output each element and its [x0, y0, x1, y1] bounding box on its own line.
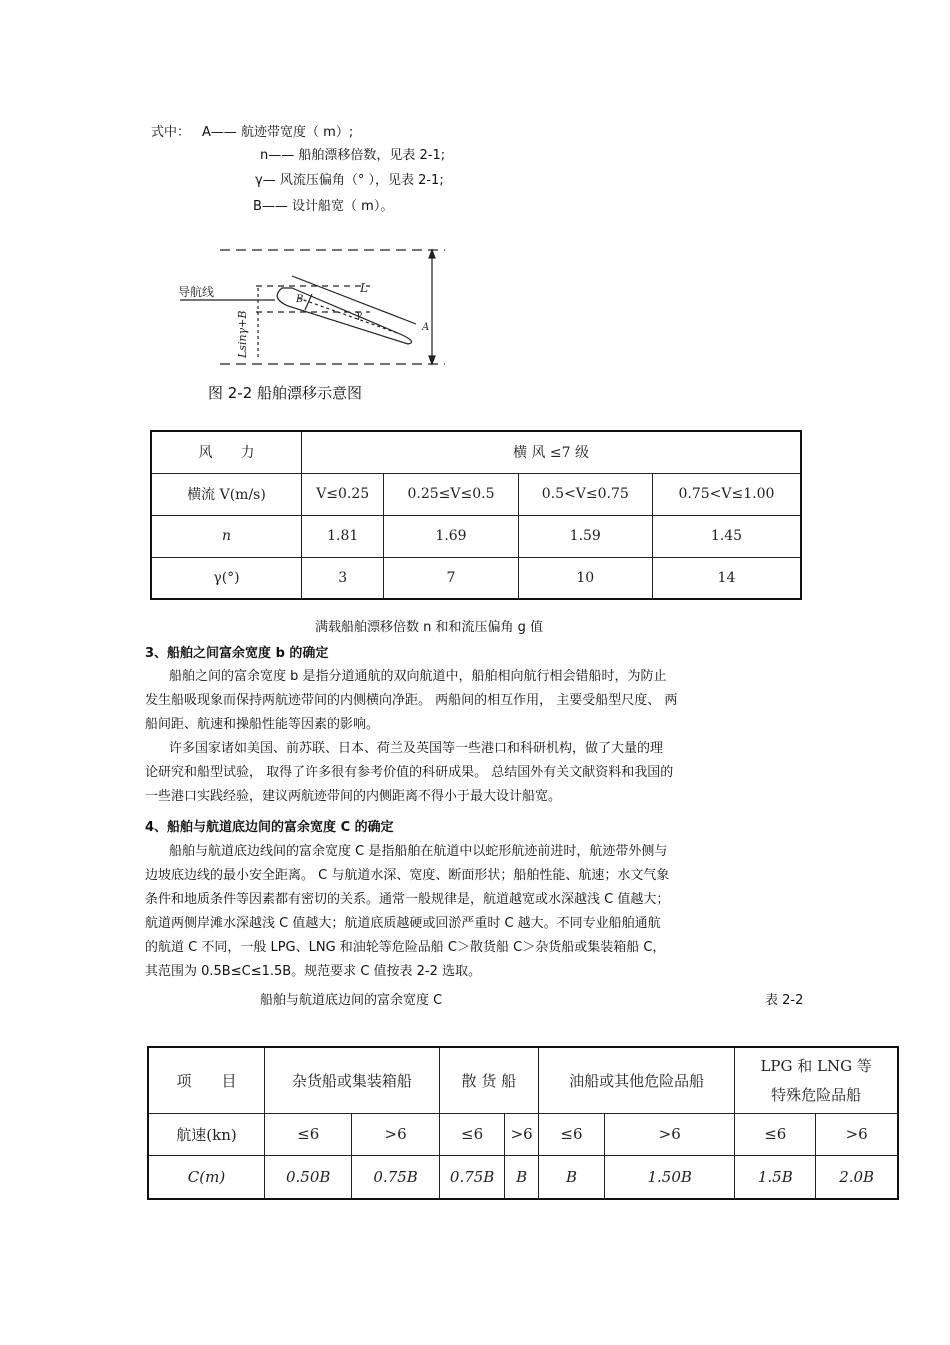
table-cell: 1.50B [605, 1155, 735, 1199]
table-cell: 0.75B [439, 1155, 505, 1199]
section4-heading: 4、船舶与航道底边间的富余宽度 C 的确定 [145, 820, 394, 835]
section3-line: 许多国家诸如美国、前苏联、日本、荷兰及英国等一些港口和科研机构，做了大量的理 [169, 741, 664, 756]
figure-caption: 图 2-2 船舶漂移示意图 [208, 384, 363, 402]
table-row [148, 1113, 898, 1155]
table-cell: >6 [605, 1113, 735, 1155]
table-cell: 3 [302, 557, 384, 599]
table-row [148, 1155, 898, 1199]
clearance-table [147, 1046, 899, 1200]
table-cell: ≤6 [265, 1113, 352, 1155]
table-cell: 1.59 [518, 515, 652, 557]
formula-line-a: A—— 航迹带宽度（ m）; [202, 125, 354, 140]
table-cell: ≤6 [538, 1113, 604, 1155]
drift-angle-label: γ [356, 310, 362, 321]
track-width-label: A [422, 322, 430, 333]
table-cell: C(m) [148, 1155, 265, 1199]
table-cell: 7 [384, 557, 518, 599]
table-cell: 2.0B [816, 1155, 898, 1199]
section4-body [145, 840, 669, 984]
table-cell: 1.69 [384, 515, 518, 557]
table-cell: ≤6 [439, 1113, 505, 1155]
section3-body [145, 665, 677, 809]
table-cell: V≤0.25 [302, 473, 384, 515]
formula-line-b: B—— 设计船宽（ m）。 [253, 199, 394, 214]
table1-caption: 满载船舶漂移倍数 n 和和流压偏角 g 值 [315, 620, 544, 635]
table-cell [735, 1047, 898, 1113]
beam-label: B [296, 294, 304, 305]
section3-line: 发生船吸现象而保持两航迹带间的内侧横向净距。 两船间的相互作用， 主要受船型尺度、 两 [145, 693, 678, 708]
table-cell: 项 目 [148, 1047, 265, 1113]
table-cell: >6 [352, 1113, 439, 1155]
table-cell: 1.45 [652, 515, 801, 557]
section3-heading: 3、船舶之间富余宽度 b 的确定 [145, 646, 329, 661]
section3-line: 船舶之间的富余宽度 b 是指分道通航的双向航道中，船舶相向航行相会错船时，为防止 [169, 669, 667, 684]
formula-line-gamma: γ— 风流压偏角（° ），见表 2-1; [255, 173, 444, 188]
table-cell-line: 特殊危险品船 [771, 1086, 862, 1105]
table-cell: 0.75B [352, 1155, 439, 1199]
ship-drift-figure [170, 240, 460, 380]
table-cell: 1.5B [735, 1155, 816, 1199]
table-cell: >6 [505, 1113, 538, 1155]
table-cell: 散 货 船 [439, 1047, 538, 1113]
table2-number: 表 2-2 [765, 993, 804, 1008]
formula-line-n: n—— 船舶漂移倍数，见表 2-1; [260, 148, 446, 163]
section3-line: 一些港口实践经验，建议两航迹带间的内侧距离不得小于最大设计船宽。 [145, 789, 562, 804]
table-cell: 1.81 [302, 515, 384, 557]
table-row [151, 431, 801, 473]
table-row [151, 473, 801, 515]
table-cell: 0.50B [265, 1155, 352, 1199]
section4-line: 的航道 C 不同，一般 LPG、LNG 和油轮等危险品船 C＞散货船 C＞杂货船或集装箱船 C， [145, 940, 666, 955]
section4-line: 边坡底边线的最小安全距离。 C 与航道水深、宽度、断面形状；船舶性能、航速；水文气象 [145, 868, 670, 883]
table-cell: 0.75<V≤1.00 [652, 473, 801, 515]
vertical-dimension-label: Lsinγ+B [236, 310, 249, 358]
formula-intro: 式中： [151, 125, 191, 140]
guide-line-label: 导航线 [178, 285, 215, 299]
table-cell: 风 力 [151, 431, 302, 473]
table-cell: 0.25≤V≤0.5 [384, 473, 518, 515]
table-cell: 10 [518, 557, 652, 599]
table-cell: 横流 V(m/s) [151, 473, 302, 515]
table-cell: 油船或其他危险品船 [538, 1047, 734, 1113]
table-row [148, 1047, 898, 1113]
length-label: L [360, 281, 368, 295]
table-row [151, 515, 801, 557]
table-row [151, 557, 801, 599]
table-cell: 航速(kn) [148, 1113, 265, 1155]
section3-line: 船间距、航速和操船性能等因素的影响。 [145, 717, 380, 732]
ship-length-line [292, 276, 416, 324]
table-cell: >6 [816, 1113, 898, 1155]
table-cell: B [538, 1155, 604, 1199]
table-cell: B [505, 1155, 538, 1199]
section4-line: 船舶与航道底边线间的富余宽度 C 是指船舶在航道中以蛇形航迹前进时，航迹带外侧与 [169, 844, 668, 859]
table-cell: 14 [652, 557, 801, 599]
section3-line: 论研究和船型试验， 取得了许多很有参考价值的科研成果。 总结国外有关文献资料和我国的 [145, 765, 674, 780]
table-cell: ≤6 [735, 1113, 816, 1155]
table-cell: 0.5<V≤0.75 [518, 473, 652, 515]
table2-title: 船舶与航道底边间的富余宽度 C [260, 993, 443, 1008]
table-cell: n [151, 515, 302, 557]
table-cell: 杂货船或集装箱船 [265, 1047, 440, 1113]
table-cell-line: LPG 和 LNG 等 [760, 1057, 872, 1076]
drift-table [150, 430, 802, 600]
section4-line: 条件和地质条件等因素都有密切的关系。通常一般规律是，航道越宽或水深越浅 C 值越大； [145, 892, 670, 907]
table-cell: γ(°) [151, 557, 302, 599]
section4-line: 其范围为 0.5B≤C≤1.5B。规范要求 C 值按表 2-2 选取。 [145, 964, 482, 979]
section4-line: 航道两侧岸滩水深越浅 C 值越大；航道底质越硬或回淤严重时 C 越大。不同专业船舶通航 [145, 916, 661, 931]
table-cell: 横 风 ≤7 级 [302, 431, 802, 473]
